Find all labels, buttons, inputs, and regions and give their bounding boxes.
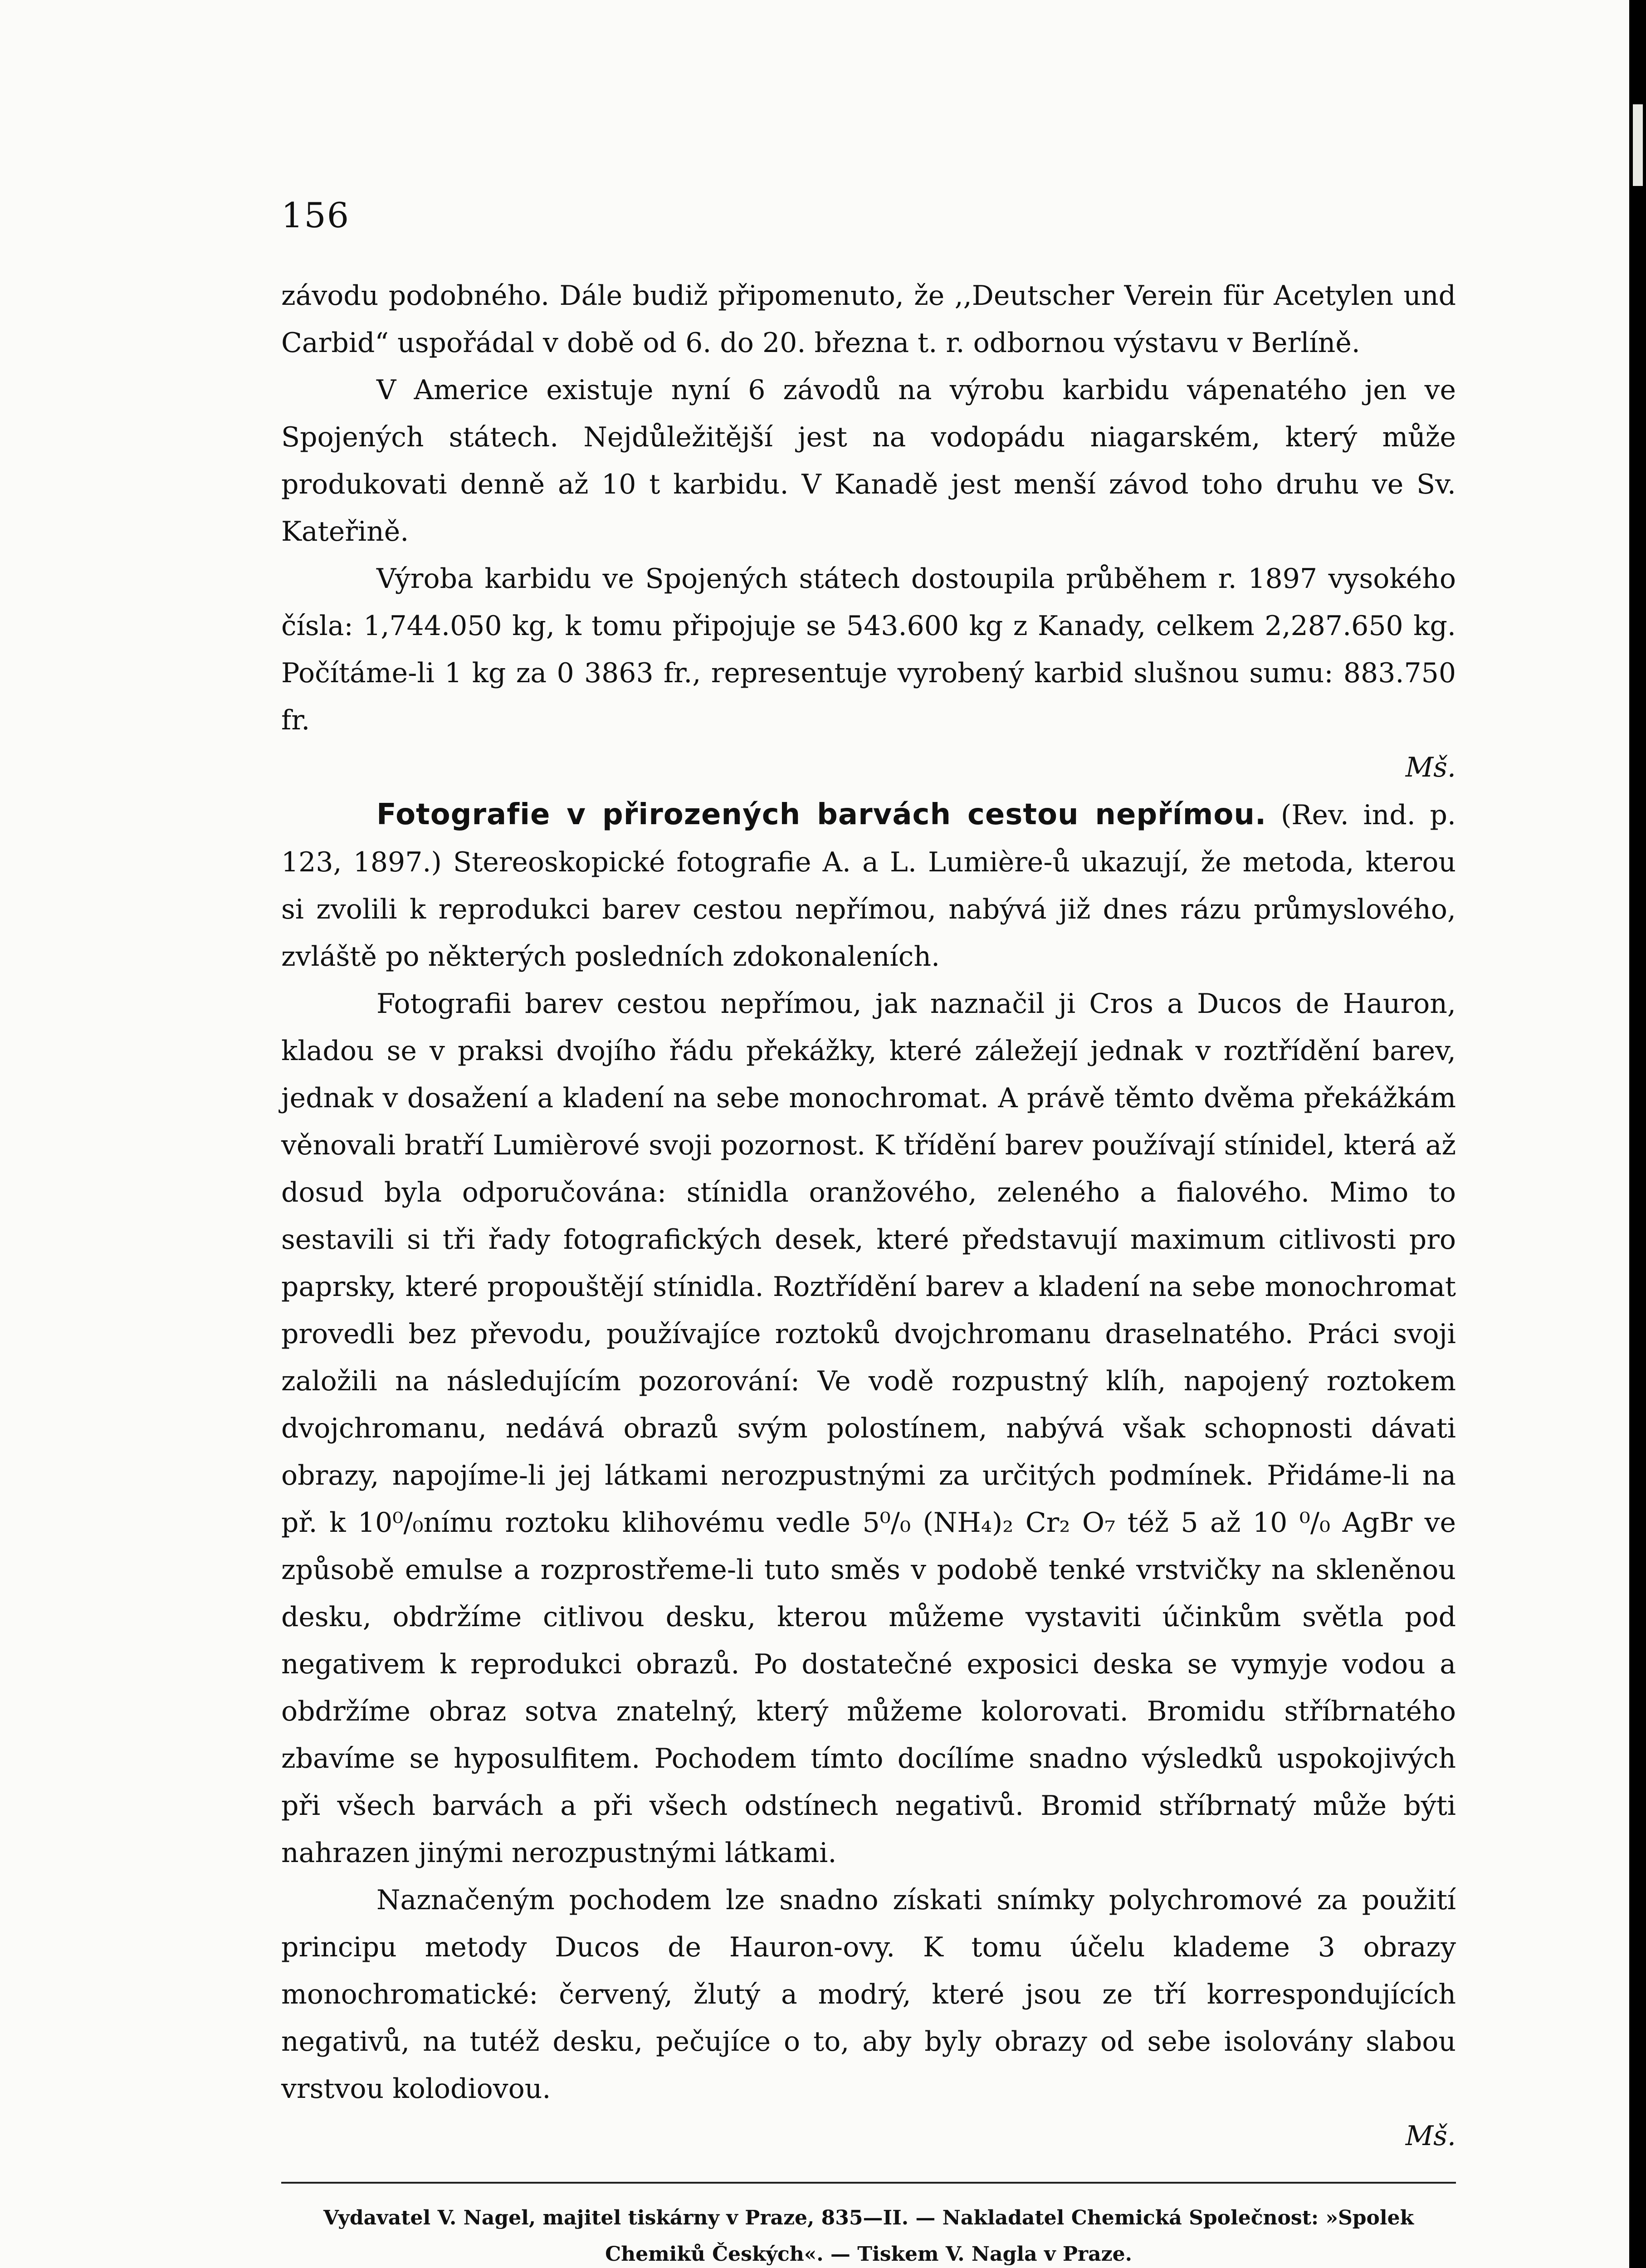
article-heading: Fotografie v přirozených barvách cestou nepřímou. [376,798,1267,831]
imprint-line-1: Vydavatel V. Nagel, majitel tiskárny v Praze, 835—II. — Nakladatel Chemická Společnost: »Spolek [323,2206,1414,2229]
paragraph-3: Výroba karbidu ve Spojených státech dostoupila průběhem r. 1897 vysokého čísla: 1,744.050 kg, k tomu připojuje se 543.600 kg z Kanady, celkem 2,287.650 kg. Počítáme-li 1 kg za 0 3863 fr., representuje vyrobený karbid slušnou sumu: 883.750 fr. [281,563,1456,736]
paragraph-2: V Americe existuje nyní 6 závodů na výrobu karbidu vápenatého jen ve Spojených státech. Nejdůležitější jest na vodopádu niagarském, který může produkovati denně až 10 t karbidu. V Kanadě jest menší závod toho druhu ve Sv. Kateřině. [281,374,1456,547]
article-body [281,272,1456,2160]
paragraph-1: závodu podobného. Dále budiž připomenuto, že ,,Deutscher Verein für Acetylen und Carbid“ uspořádal v době od 6. do 20. března t. r. odbornou výstavu v Berlíně. [281,280,1456,359]
page-number: 156 [281,195,350,235]
author-signature-2: Mš. [1405,2120,1456,2152]
scan-edge [1629,0,1646,2268]
paragraph-5: Fotografii barev cestou nepřímou, jak naznačil ji Cros a Ducos de Hauron, kladou se v praksi dvojího řádu překážky, které záležejí jednak v roztřídění barev, jednak v dosažení a kladení na sebe monochromat. A právě těmto dvěma překážkám věnovali bratří Lumièrové svoji pozornost. K třídění barev používají stínidel, která až dosud byla odporučována: stínidla oranžového, zeleného a fialového. Mimo to sestavili si tři řady fotografických desek, které představují maximum citlivosti pro paprsky, které propouštějí stínidla. Roztřídění barev a kladení na sebe monochromat provedli bez převodu, používajíce roztoků dvojchromanu draselnatého. Práci svoji založili na následujícím pozorování: Ve vodě rozpustný klíh, napojený roztokem dvojchromanu, nedává obrazů svým polostínem, nabývá však schopnosti dávati obrazy, napojíme-li jej látkami nerozpustnými za určitých podmínek. Přidáme-li na př. k 10⁰/₀nímu roztoku klihovému vedle 5⁰/₀ (NH₄)₂ Cr₂ O₇ též 5 až 10 ⁰/₀ AgBr ve způsobě emulse a rozprostřeme-li tuto směs v podobě tenké vrstvičky na skleněnou desku, obdržíme citlivou desku, kterou můžeme vystaviti účinkům světla pod negativem k reprodukci obrazů. Po dostatečné exposici deska se vymyje vodou a obdržíme obraz sotva znatelný, který můžeme kolorovati. Bromidu stříbrnatého zbavíme se hyposulfitem. Pochodem tímto docílíme snadno výsledků uspokojivých při všech barvách a při všech odstínech negativů. Bromid stříbrnatý může býti nahrazen jinými nerozpustnými látkami. [281,988,1456,1869]
author-signature-1: Mš. [1405,752,1456,783]
imprint-line-2: Chemiků Českých«. — Tiskem V. Nagla v Praze. [605,2243,1132,2266]
footer-divider [281,2182,1456,2184]
imprint-footer [281,2200,1456,2268]
paragraph-4: Fotografie v přirozených barvách cestou nepřímou. (Rev. ind. p. 123, 1897.) Stereoskopické fotografie A. a L. Lumière-ů ukazují, že metoda, kterou si zvolili k reprodukci barev cestou nepřímou, nabývá již dnes rázu průmyslového, zvláště po některých posledních zdokonaleních. [281,798,1456,973]
page-tab-marker [1633,104,1643,186]
paragraph-6: Naznačeným pochodem lze snadno získati snímky polychromové za použití principu metody Ducos de Hauron-ovy. K tomu účelu klademe 3 obrazy monochromatické: červený, žlutý a modrý, které jsou ze tří korrespondujících negativů, na tutéž desku, pečujíce o to, aby byly obrazy od sebe isolovány slabou vrstvou kolodiovou. [281,1884,1456,2105]
